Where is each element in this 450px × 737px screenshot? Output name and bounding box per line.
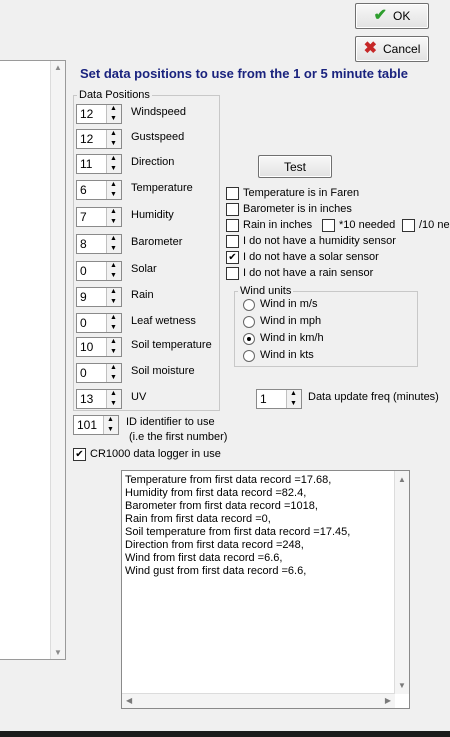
- spin-up-icon[interactable]: ▲: [110, 262, 117, 269]
- data-position-value: 10: [80, 340, 94, 354]
- div10-label: /10 ne: [419, 219, 450, 231]
- wind-unit-radio[interactable]: [243, 299, 255, 311]
- ok-button-label: OK: [393, 9, 411, 23]
- log-lines: [125, 474, 393, 578]
- spin-down-icon[interactable]: ▼: [110, 272, 117, 279]
- scroll-right-icon[interactable]: ▶: [384, 696, 391, 705]
- data-position-spinner[interactable]: [76, 180, 122, 200]
- ok-button[interactable]: [355, 3, 429, 29]
- data-position-spinner[interactable]: [76, 261, 122, 281]
- data-position-value: 8: [80, 237, 87, 251]
- data-position-spinner[interactable]: [76, 363, 122, 383]
- id-identifier-label: ID identifier to use: [126, 416, 215, 428]
- spin-down-icon[interactable]: ▼: [110, 218, 117, 225]
- data-position-value: 6: [80, 183, 87, 197]
- dialog-heading: Set data positions to use from the 1 or 5 minute table: [80, 66, 408, 81]
- log-line: Temperature from first data record =17.68,: [125, 474, 332, 486]
- spinner-arrows[interactable]: [106, 288, 121, 306]
- id-identifier-spinner[interactable]: [73, 415, 119, 435]
- rain-inches-label: Rain in inches: [243, 219, 313, 231]
- data-position-label: Humidity: [131, 209, 174, 221]
- spinner-arrows[interactable]: [106, 181, 121, 199]
- left-output-pane[interactable]: [0, 60, 66, 660]
- wind-unit-label: Wind in mph: [260, 315, 322, 327]
- spin-up-icon[interactable]: ▲: [110, 390, 117, 397]
- baro-inches-checkbox[interactable]: [226, 203, 239, 216]
- spin-up-icon[interactable]: ▲: [290, 390, 297, 397]
- scroll-up-icon[interactable]: ▲: [54, 63, 62, 72]
- spinner-arrows[interactable]: [106, 364, 121, 382]
- spinner-arrows[interactable]: [106, 235, 121, 253]
- cancel-button-label: Cancel: [383, 42, 421, 56]
- data-position-value: 7: [80, 210, 87, 224]
- log-line: Barometer from first data record =1018,: [125, 500, 318, 512]
- spin-up-icon[interactable]: ▲: [110, 338, 117, 345]
- spin-down-icon[interactable]: ▼: [110, 400, 117, 407]
- spin-up-icon[interactable]: ▲: [110, 105, 117, 112]
- scroll-up-icon[interactable]: ▲: [398, 475, 406, 484]
- data-position-value: 12: [80, 132, 94, 146]
- checkmark-icon: ✔: [373, 7, 388, 24]
- test-button[interactable]: [258, 155, 332, 178]
- data-position-label: Soil temperature: [131, 339, 212, 351]
- spinner-arrows[interactable]: [106, 105, 121, 123]
- spin-down-icon[interactable]: ▼: [110, 140, 117, 147]
- update-freq-spinner[interactable]: [256, 389, 302, 409]
- cross-icon: ✖: [363, 40, 378, 57]
- spinner-arrows[interactable]: [106, 338, 121, 356]
- data-position-spinner[interactable]: [76, 389, 122, 409]
- data-position-label: Leaf wetness: [131, 315, 196, 327]
- spin-down-icon[interactable]: ▼: [110, 298, 117, 305]
- baro-inches-label: Barometer is in inches: [243, 203, 352, 215]
- spin-up-icon[interactable]: ▲: [110, 314, 117, 321]
- log-line: Rain from first data record =0,: [125, 513, 271, 525]
- log-line: Soil temperature from first data record =17.45,: [125, 526, 351, 538]
- data-position-value: 0: [80, 366, 87, 380]
- wind-unit-radio[interactable]: [243, 350, 255, 362]
- spinner-arrows[interactable]: [106, 130, 121, 148]
- spin-down-icon[interactable]: ▼: [110, 348, 117, 355]
- spin-up-icon[interactable]: ▲: [110, 155, 117, 162]
- data-position-value: 11: [80, 157, 93, 171]
- wind-unit-label: Wind in m/s: [260, 298, 318, 310]
- data-position-spinner[interactable]: [76, 337, 122, 357]
- div10-checkbox[interactable]: [402, 219, 415, 232]
- spin-down-icon[interactable]: ▼: [107, 426, 114, 433]
- spinner-arrows[interactable]: [286, 390, 301, 408]
- data-position-label: Solar: [131, 263, 157, 275]
- spin-down-icon[interactable]: ▼: [110, 165, 117, 172]
- no-solar-label: I do not have a solar sensor: [243, 251, 379, 263]
- spinner-arrows[interactable]: [106, 314, 121, 332]
- memo-vertical-scrollbar[interactable]: [394, 471, 409, 694]
- spin-up-icon[interactable]: ▲: [110, 130, 117, 137]
- spin-down-icon[interactable]: ▼: [110, 191, 117, 198]
- data-position-spinner[interactable]: [76, 129, 122, 149]
- scroll-down-icon[interactable]: ▼: [398, 681, 406, 690]
- data-position-label: Barometer: [131, 236, 183, 248]
- data-positions-legend: Data Positions: [79, 89, 150, 101]
- wind-units-legend: Wind units: [240, 285, 292, 297]
- data-position-spinner[interactable]: [76, 104, 122, 124]
- data-position-label: Rain: [131, 289, 154, 301]
- test-button-label: Test: [283, 159, 306, 174]
- radio-selected-dot: [247, 337, 251, 341]
- cancel-button[interactable]: [355, 36, 429, 62]
- spin-down-icon[interactable]: ▼: [110, 374, 117, 381]
- no-rain-checkbox[interactable]: [226, 267, 239, 280]
- spin-up-icon[interactable]: ▲: [110, 181, 117, 188]
- spin-up-icon[interactable]: ▲: [110, 364, 117, 371]
- taskbar-strip: [0, 731, 450, 737]
- id-identifier-value: 101: [77, 418, 98, 432]
- id-identifier-hint: (i.e the first number): [129, 431, 228, 443]
- spin-up-icon[interactable]: ▲: [107, 416, 114, 423]
- cr1000-label: CR1000 data logger in use: [90, 448, 221, 460]
- log-line: Direction from first data record =248,: [125, 539, 304, 551]
- scroll-left-icon[interactable]: ◀: [126, 696, 133, 705]
- data-position-spinner[interactable]: [76, 234, 122, 254]
- data-position-spinner[interactable]: [76, 287, 122, 307]
- data-position-label: UV: [131, 391, 147, 403]
- spinner-arrows[interactable]: [106, 208, 121, 226]
- no-humidity-checkbox[interactable]: [226, 235, 239, 248]
- faren-label: Temperature is in Faren: [243, 187, 360, 199]
- faren-checkbox[interactable]: [226, 187, 239, 200]
- wind-unit-radio[interactable]: [243, 316, 255, 328]
- data-position-spinner[interactable]: [76, 207, 122, 227]
- update-freq-value: 1: [260, 392, 267, 406]
- times10-label: *10 needed: [339, 219, 396, 231]
- data-position-spinner[interactable]: [76, 313, 122, 333]
- data-position-label: Direction: [131, 156, 175, 168]
- scroll-down-icon[interactable]: ▼: [54, 648, 62, 657]
- spin-down-icon[interactable]: ▼: [110, 245, 117, 252]
- wind-unit-label: Wind in km/h: [260, 332, 324, 344]
- spin-down-icon[interactable]: ▼: [110, 324, 117, 331]
- rain-inches-checkbox[interactable]: [226, 219, 239, 232]
- spinner-arrows[interactable]: [103, 416, 118, 434]
- log-line: Wind from first data record =6.6,: [125, 552, 283, 564]
- wind-unit-radio[interactable]: [243, 333, 255, 345]
- data-position-label: Temperature: [131, 182, 193, 194]
- data-position-label: Gustspeed: [131, 131, 185, 143]
- data-position-value: 9: [80, 290, 87, 304]
- times10-checkbox[interactable]: [322, 219, 335, 232]
- log-line: Humidity from first data record =82.4,: [125, 487, 307, 499]
- data-position-value: 0: [80, 316, 87, 330]
- cr1000-checkbox[interactable]: ✔: [73, 448, 86, 461]
- spinner-arrows[interactable]: [106, 390, 121, 408]
- data-position-value: 12: [80, 107, 94, 121]
- spin-up-icon[interactable]: ▲: [110, 208, 117, 215]
- data-position-value: 13: [80, 392, 94, 406]
- log-line: Wind gust from first data record =6.6,: [125, 565, 307, 577]
- spin-down-icon[interactable]: ▼: [110, 115, 117, 122]
- left-pane-scrollbar[interactable]: [50, 61, 65, 659]
- no-solar-checkbox[interactable]: ✔: [226, 251, 239, 264]
- spin-up-icon[interactable]: ▲: [110, 235, 117, 242]
- spin-down-icon[interactable]: ▼: [290, 400, 297, 407]
- data-position-value: 0: [80, 264, 87, 278]
- data-position-label: Soil moisture: [131, 365, 195, 377]
- data-position-spinner[interactable]: [76, 154, 122, 174]
- spinner-arrows[interactable]: [106, 155, 121, 173]
- memo-horizontal-scrollbar[interactable]: [122, 693, 395, 708]
- no-humidity-label: I do not have a humidity sensor: [243, 235, 396, 247]
- log-memo[interactable]: [121, 470, 410, 709]
- update-freq-label: Data update freq (minutes): [308, 391, 439, 403]
- wind-unit-label: Wind in kts: [260, 349, 314, 361]
- no-rain-label: I do not have a rain sensor: [243, 267, 374, 279]
- data-position-label: Windspeed: [131, 106, 187, 118]
- spin-up-icon[interactable]: ▲: [110, 288, 117, 295]
- spinner-arrows[interactable]: [106, 262, 121, 280]
